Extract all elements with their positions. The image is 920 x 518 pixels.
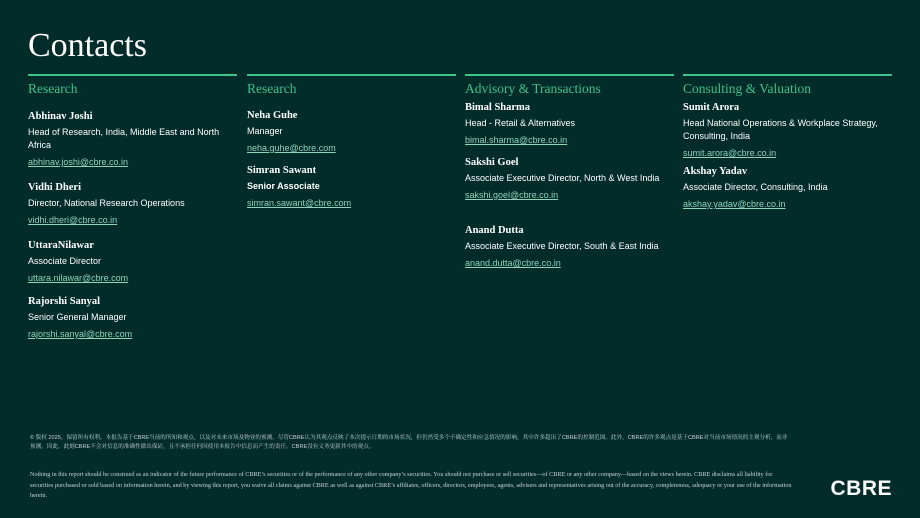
contact-name: Akshay Yadav bbox=[683, 166, 748, 177]
contact-title: Head National Operations & Workplace Strategy, Consulting, India bbox=[683, 118, 878, 141]
contact-name: Anand Dutta bbox=[465, 225, 524, 236]
cbre-logo: CBRE bbox=[830, 477, 892, 500]
contact-name: Abhinav Joshi bbox=[28, 111, 93, 122]
column-divider bbox=[247, 74, 456, 76]
contact-email-link[interactable]: akshay.yadav@cbre.co.in bbox=[683, 199, 786, 209]
contact-card bbox=[28, 295, 237, 342]
disclaimer-chinese: © 版权 2025。保留所有权利。本报告基于CBRE当前的所知和观点，以及对未来市场及物业的预测。尽管CBRE认为其观点反映了本次提示日期的市场状况，但仍然受多个不确定性和应急情况的影响，其中许多超出了CBRE的控制范围。此外，CBRE的许多观点是基于CBRE对当前市场情况的主观分析，而非预测。因此，此刻CBRE不会对信息的准确性做出保证，且不承担任何因使用本报告中信息而产生的责任。CBRE没有义务更新其中的观点。 bbox=[30, 435, 788, 450]
contact-email-link[interactable]: simran.sawant@cbre.com bbox=[247, 198, 352, 208]
contact-title: Head of Research, India, Middle East and North Africa bbox=[28, 127, 220, 150]
research-column-1 bbox=[28, 74, 237, 339]
contact-title: Senior Associate bbox=[247, 181, 320, 191]
column-divider bbox=[28, 74, 237, 76]
contact-card bbox=[465, 101, 674, 148]
contact-card bbox=[683, 101, 892, 161]
disclaimer-english: Nothing in this report should be construed as an indicator of the future performance of CBRE’s securities or of the performance of any other company’s securities. You should not purchase or sell securities—of CBRE or any other company—based on the views herein. CBRE disclaims all liability for securities purchased or sold based on information herein, and by viewing this report, you waive all claims against CBRE as well as against CBRE’s affiliates, officers, directors, employees, agents, advisers and representatives arising out of the accuracy, completeness, adequacy or your use of the information herein. bbox=[30, 471, 792, 499]
contact-title: Associate Executive Director, South & East India bbox=[465, 241, 659, 251]
research-column-2 bbox=[247, 74, 456, 208]
contact-card bbox=[28, 239, 237, 286]
column-divider bbox=[465, 74, 674, 76]
contact-name: Sumit Arora bbox=[683, 102, 740, 113]
contact-email-link[interactable]: sakshi.goel@cbre.co.in bbox=[465, 190, 559, 200]
contact-email-link[interactable]: uttara.nilawar@cbre.com bbox=[28, 273, 129, 283]
contact-email-link[interactable]: rajorshi.sanyal@cbre.com bbox=[28, 329, 133, 339]
contact-card bbox=[247, 109, 456, 156]
contact-title: Senior General Manager bbox=[28, 312, 127, 322]
consulting-valuation-column bbox=[683, 74, 892, 209]
contact-email-link[interactable]: sumit.arora@cbre.co.in bbox=[683, 148, 777, 158]
contact-email-link[interactable]: abhinav.joshi@cbre.co.in bbox=[28, 157, 129, 167]
contact-name: Bimal Sharma bbox=[465, 102, 531, 113]
column-heading: Consulting & Valuation bbox=[683, 81, 812, 96]
contact-card bbox=[28, 181, 237, 228]
contact-card bbox=[247, 164, 456, 211]
contact-name: Neha Guhe bbox=[247, 110, 298, 121]
contact-title: Associate Executive Director, North & West India bbox=[465, 173, 660, 183]
column-heading: Advisory & Transactions bbox=[465, 81, 601, 96]
contact-card bbox=[465, 156, 674, 203]
contact-email-link[interactable]: vidhi.dheri@cbre.co.in bbox=[28, 215, 118, 225]
contact-name: Sakshi Goel bbox=[465, 157, 519, 168]
contact-card bbox=[683, 165, 892, 212]
contact-name: Simran Sawant bbox=[247, 165, 317, 176]
advisory-transactions-column bbox=[465, 74, 674, 268]
column-heading: Research bbox=[247, 81, 297, 96]
contact-card bbox=[465, 224, 674, 271]
contact-card bbox=[28, 110, 237, 170]
contact-title: Associate Director bbox=[28, 256, 102, 266]
page-title: Contacts bbox=[28, 27, 147, 64]
contact-title: Director, National Research Operations bbox=[28, 198, 185, 208]
contact-name: Vidhi Dheri bbox=[28, 182, 81, 193]
contact-email-link[interactable]: bimal.sharma@cbre.co.in bbox=[465, 135, 568, 145]
contact-name: Rajorshi Sanyal bbox=[28, 296, 101, 307]
contact-email-link[interactable]: neha.guhe@cbre.com bbox=[247, 143, 336, 153]
contact-email-link[interactable]: anand.dutta@cbre.co.in bbox=[465, 258, 561, 268]
column-divider bbox=[683, 74, 892, 76]
column-heading: Research bbox=[28, 81, 78, 96]
contact-title: Manager bbox=[247, 126, 283, 136]
contact-title: Associate Director, Consulting, India bbox=[683, 182, 828, 192]
contact-name: UttaraNilawar bbox=[28, 240, 94, 251]
contact-title: Head - Retail & Alternatives bbox=[465, 118, 576, 128]
